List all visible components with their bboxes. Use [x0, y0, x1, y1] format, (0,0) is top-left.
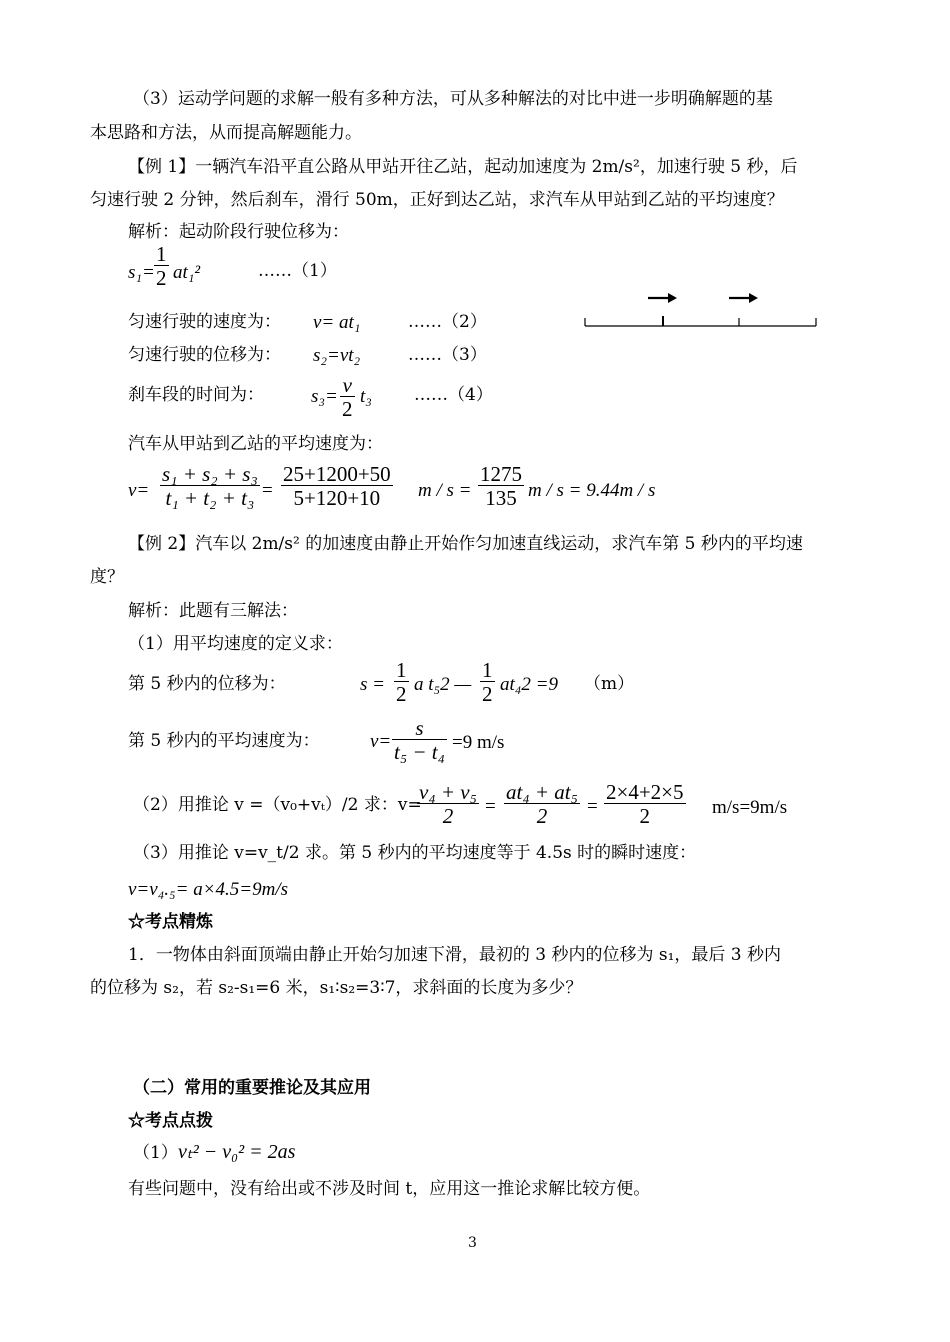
m1-disp-rhs: at₄2 =9 [500, 674, 558, 695]
eq4-num: v [342, 373, 352, 397]
m2-rhs: m/s=9m/s [712, 797, 788, 818]
example1-line-1: 【例 1】一辆汽车沿平直公路从甲站开往乙站，起动加速度为 2m/s²，加速行驶 5 秒，后 [128, 157, 798, 177]
m3-line-1: （3）用推论 v=v_t/2 求。第 5 秒内的平均速度等于 4.5s 时的瞬时速度： [133, 843, 697, 863]
avg-f1-num: s₁ + s₂ + s₃ [162, 462, 258, 486]
eq4-den: 2 [342, 397, 353, 421]
m2-f2-num: at₄ + at₅ [506, 780, 578, 804]
avg-f3-num: 1275 [480, 462, 522, 486]
m2-eq-1: = [485, 796, 496, 817]
arrow-icon [648, 293, 677, 303]
eq2-tag: ……（2） [408, 312, 487, 332]
avg-fraction-1 [160, 464, 260, 509]
intro-line-2: 本思路和方法，从而提高解题能力。 [90, 123, 362, 143]
avg-f2-den: 5+120+10 [281, 485, 393, 509]
m1-vel-num: s [415, 716, 424, 740]
m1-disp-lhs: s = [360, 674, 385, 695]
m1-disp-frac-2 [480, 660, 495, 705]
formula1-note: 有些问题中，没有给出或不涉及时间 t，应用这一推论求解比较方便。 [128, 1179, 651, 1199]
formula1-expr: vₜ² − v₀² = 2as [178, 1141, 296, 1163]
question1-line-2: 的位移为 s₂，若 s₂-s₁=6 米，s₁∶s₂=3∶7，求斜面的长度为多少？ [90, 978, 583, 998]
eq3-label: 匀速行驶的位移为： [128, 345, 281, 365]
eq4-lhs: s₃= [311, 386, 338, 407]
method1-title: （1）用平均速度的定义求： [128, 634, 343, 654]
m2-label: （2）用推论 v =（v₀+vₜ）/2 求：v= [133, 795, 422, 815]
avg-unit-1: m / s = [418, 480, 472, 501]
eq3-expr: s₂=vt₂ [313, 345, 361, 366]
m2-f3-num: 2×4+2×5 [606, 780, 684, 804]
m1-vel-lhs: v= [370, 731, 392, 752]
m1-vel-label: 第 5 秒内的平均速度为： [128, 731, 320, 751]
example2-analysis: 解析：此题有三解法： [128, 601, 298, 621]
eq4-tag: ……（4） [414, 385, 493, 405]
m2-fraction-1 [417, 782, 479, 827]
m1-n1: 1 [396, 658, 407, 682]
example1-analysis: 解析：起动阶段行驶位移为： [128, 222, 349, 242]
arrow-icon [729, 293, 758, 303]
motion-diagram [584, 288, 824, 332]
formula1-label: （1） [133, 1143, 178, 1163]
eq1-tag: ……（1） [258, 261, 337, 281]
avg-fraction-2 [281, 464, 393, 509]
m3-line-2: v=v₄.₅= a×4.5=9m/s [128, 879, 289, 900]
keypoint-tips-title: ☆考点点拨 [128, 1111, 213, 1131]
m1-vel-rhs: =9 m/s [452, 732, 505, 753]
m2-f3-den: 2 [604, 803, 686, 827]
m1-disp-frac-1 [394, 660, 409, 705]
intro-line-1: （3）运动学问题的求解一般有多种方法，可从多种解法的对比中进一步明确解题的基 [133, 89, 773, 109]
keypoint-practice-title: ☆考点精炼 [128, 912, 213, 932]
avg-label: 汽车从甲站到乙站的平均速度为： [128, 434, 383, 454]
m2-f2-den: 2 [504, 803, 580, 827]
m1-n2: 1 [482, 658, 493, 682]
eq4-rhs: t₃ [360, 386, 372, 407]
avg-fraction-3 [478, 464, 524, 509]
eq2-expr: v= at₁ [313, 312, 361, 333]
eq1-rhs: at₁² [173, 262, 201, 283]
avg-lhs: v= [128, 480, 150, 501]
eq3-tag: ……（3） [408, 345, 487, 365]
m2-fraction-3 [604, 782, 686, 827]
eq1-lhs: s₁= [128, 262, 155, 283]
avg-f1-den: t₁ + t₂ + t₃ [160, 485, 260, 509]
m1-d1: 2 [396, 682, 407, 706]
m2-f1-num: v₄ + v₅ [419, 780, 477, 804]
eq1-num: 1 [156, 242, 167, 266]
eq2-label: 匀速行驶的速度为： [128, 312, 281, 332]
avg-f2-num: 25+1200+50 [283, 462, 391, 486]
avg-unit-2: m / s = 9.44m / s [528, 480, 656, 501]
eq4-fraction [340, 375, 355, 420]
m2-f1-den: 2 [417, 803, 479, 827]
m2-eq-2: = [587, 796, 598, 817]
eq1-fraction [154, 244, 169, 289]
example2-line-1: 【例 2】汽车以 2m/s² 的加速度由静止开始作匀加速直线运动，求汽车第 5 秒内的平均速 [128, 534, 803, 554]
eq1-den: 2 [156, 266, 167, 290]
m1-d2: 2 [482, 682, 493, 706]
avg-eq-sign: = [262, 480, 273, 501]
eq4-label: 刹车段的时间为： [128, 385, 264, 405]
m1-vel-den: t₅ − t₄ [394, 740, 445, 764]
m1-disp-label: 第 5 秒内的位移为： [128, 674, 286, 694]
avg-f3-den: 135 [478, 485, 524, 509]
question1-line-1: 1．一物体由斜面顶端由静止开始匀加速下滑，最初的 3 秒内的位移为 s₁，最后 3 秒内 [128, 945, 782, 965]
m1-disp-unit: （m） [584, 674, 635, 694]
page-number: 3 [468, 1235, 477, 1251]
m2-fraction-2 [504, 782, 580, 827]
section2-title: （二）常用的重要推论及其应用 [133, 1078, 371, 1098]
example2-line-2: 度？ [90, 567, 124, 587]
m1-disp-mid: a t₅2 — [414, 674, 472, 695]
m1-vel-fraction [392, 718, 447, 763]
example1-line-2: 匀速行驶 2 分钟，然后刹车，滑行 50m，正好到达乙站，求汽车从甲站到乙站的平均速度？ [90, 190, 784, 210]
